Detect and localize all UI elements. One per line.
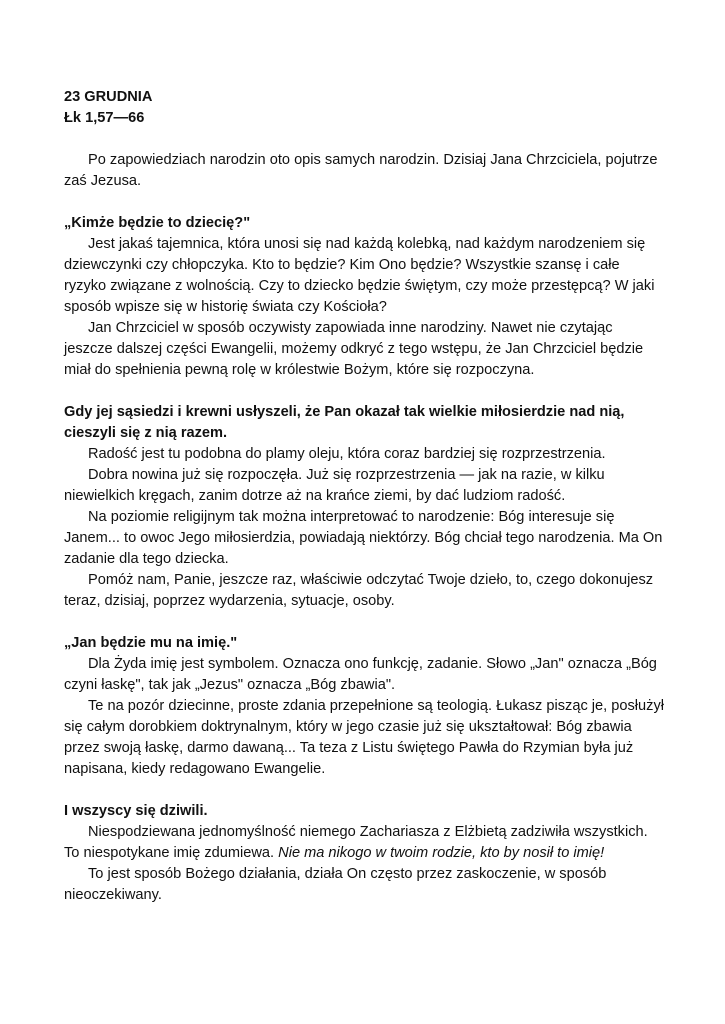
paragraph-text: Niespodziewana jednomyślność niemego Zachariasza z Elżbietą zadziwiła wszystkich. To niespotykane imię zdumiewa.	[64, 824, 648, 861]
section-paragraph: Te na pozór dziecinne, proste zdania przepełnione są teologią. Łukasz pisząc je, posłużył się całym dorobkiem doktrynalnym, który w jego czasie już się ukształtował: Bóg zbawia przez swoją łaskę, darmo dawaną... Ta teza z Listu świętego Pawła do Rzymian była już napisana, kiedy redagowano Ewangelie.	[64, 698, 664, 777]
section-paragraph: Na poziomie religijnym tak można interpretować to narodzenie: Bóg interesuje się Janem... to owoc Jego miłosierdzia, powiadają niektórzy. Bóg chciał tego narodzenia. Ma On zadanie dla tego dziecka.	[64, 509, 663, 567]
section-heading: „Jan będzie mu na imię."	[64, 635, 238, 651]
section-paragraph	[64, 822, 664, 864]
section-paragraph: Pomóż nam, Panie, jeszcze raz, właściwie odczytać Twoje dzieło, to, czego dokonujesz teraz, dzisiaj, poprzez wydarzenia, sytuacje, osoby.	[64, 572, 654, 609]
section-paragraph: To jest sposób Bożego działania, działa On często przez zaskoczenie, w sposób nieoczekiwany.	[64, 866, 607, 903]
section-heading: Gdy jej sąsiedzi i krewni usłyszeli, że Pan okazał tak wielkie miłosierdzie nad nią, cieszyli się z nią razem.	[64, 404, 625, 441]
section-paragraph: Dobra nowina już się rozpoczęła. Już się rozprzestrzenia — jak na razie, w kilku niewielkich kręgach, zanim dotrze aż na krańce ziemi, by dać ludziom radość.	[64, 467, 605, 504]
section-heading: I wszyscy się dziwili.	[64, 803, 208, 819]
section-paragraph: Dla Żyda imię jest symbolem. Oznacza ono funkcję, zadanie. Słowo „Jan" oznacza „Bóg czyni łaskę", tak jak „Jezus" oznacza „Bóg zbawia".	[64, 656, 657, 693]
section-4	[64, 801, 664, 906]
section-paragraph: Radość jest tu podobna do plamy oleju, która coraz bardziej się rozprzestrzenia.	[88, 446, 606, 462]
section-3	[64, 633, 664, 780]
section-paragraph: Jan Chrzciciel w sposób oczywisty zapowiada inne narodziny. Nawet nie czytając jeszcze dalszej części Ewangelii, możemy odkryć z tego wstępu, że Jan Chrzciciel będzie miał do spełnienia pewną rolę w królestwie Bożym, które się rozpoczyna.	[64, 320, 644, 378]
section-2	[64, 402, 664, 612]
section-paragraph: Jest jakaś tajemnica, która unosi się nad każdą kolebką, nad każdym narodzeniem się dziewczynki czy chłopczyka. Kto to będzie? Kim Ono będzie? Wszystkie szansę i całe ryzyko związane z wolnością. Czy to dziecko będzie świętym, czy może przestępcą? W jaki sposób wpisze się w historię świata czy Kościoła?	[64, 236, 655, 315]
scripture-reference: Łk 1,57—66	[64, 110, 145, 126]
section-1	[64, 213, 664, 381]
document-date: 23 GRUDNIA	[64, 89, 153, 105]
italic-quote: Nie ma nikogo w twoim rodzie, kto by nosił to imię!	[278, 845, 605, 861]
intro-paragraph: Po zapowiedziach narodzin oto opis samych narodzin. Dzisiaj Jana Chrzciciela, pojutrze zaś Jezusa.	[64, 152, 658, 189]
document-page	[64, 87, 664, 906]
section-heading: „Kimże będzie to dziecię?"	[64, 215, 251, 231]
